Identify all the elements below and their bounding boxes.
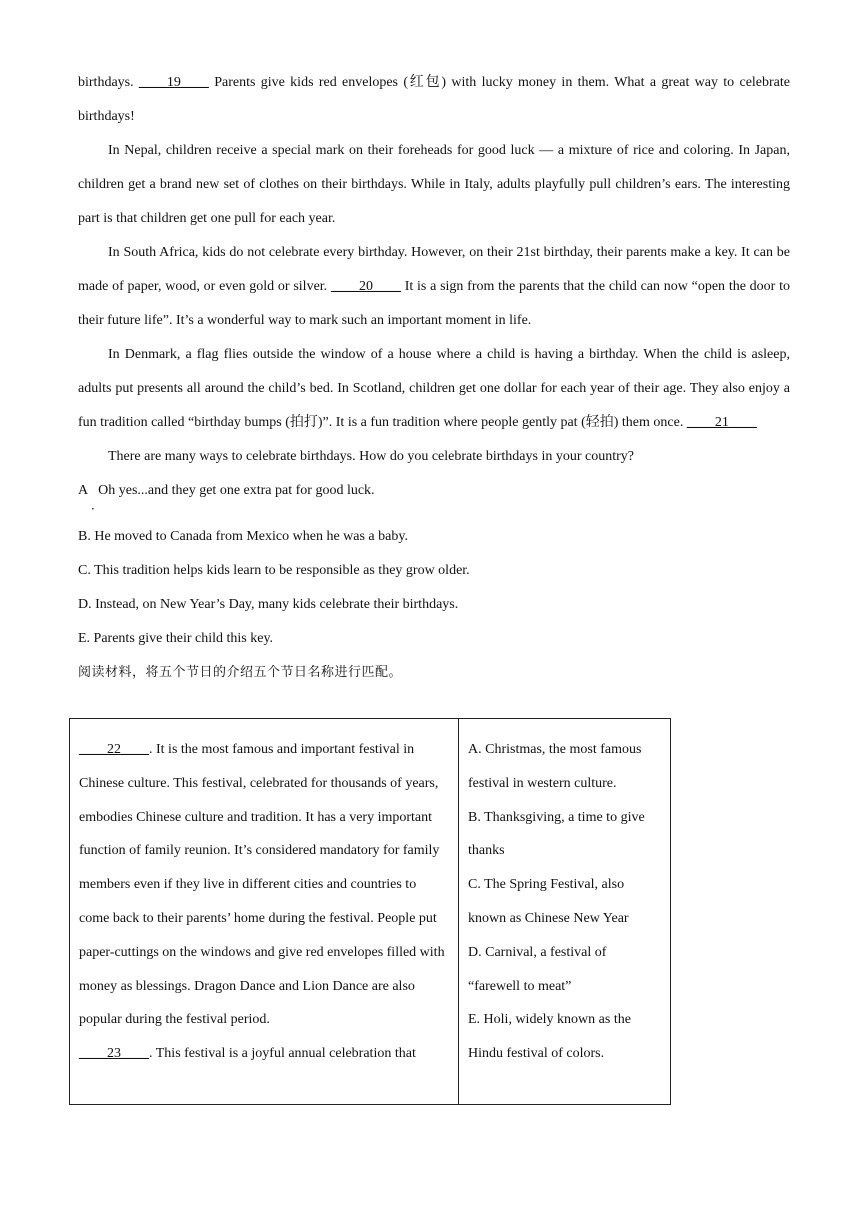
- festival-choice-c: C. The Spring Festival, also known as Chinese New Year: [468, 877, 629, 926]
- blank-20[interactable]: ____20____: [330, 279, 401, 294]
- festival-choice-b: B. Thanksgiving, a time to give thanks: [468, 809, 645, 859]
- blank-22[interactable]: ____22____: [79, 742, 149, 757]
- option-c: C. This tradition helps kids learn to be responsible as they grow older.: [78, 563, 470, 578]
- paragraph-3: In South Africa, kids do not celebrate every birthday. However, on their 21st birthday, their parents make a key. It can be made of paper, wood, or even gold or silver. ____20____ It is a sign from the parents that the child can now “open the door to their future life”. It’s a wonderful way to mark such an important moment in life.: [78, 245, 790, 328]
- description-23: ____23____. This festival is a joyful annual celebration that: [79, 1046, 416, 1062]
- paragraph-2: In Nepal, children receive a special mark on their foreheads for good luck — a mixture of rice and coloring. In Japan, children get a brand new set of clothes on their birthdays. While in Italy, adults playfully pull children’s ears. The interesting part is that children get one pull for each year.: [78, 143, 790, 226]
- festival-choice-a: A. Christmas, the most famous festival in western culture.: [468, 742, 642, 791]
- blank-19[interactable]: ____19____: [138, 75, 209, 90]
- option-e: E. Parents give their child this key.: [78, 631, 274, 646]
- festival-descriptions: [70, 719, 459, 1105]
- festival-choice-e: E. Holi, widely known as the Hindu festival of colors.: [468, 1012, 631, 1062]
- option-a: A ． Oh yes...and they get one extra pat for good luck.: [78, 483, 375, 512]
- matching-table: [69, 718, 671, 1105]
- option-b: B. He moved to Canada from Mexico when he was a baby.: [78, 529, 408, 544]
- paragraph-1: birthdays. ____19____ Parents give kids red envelopes (红包) with lucky money in them. What a great way to celebrate birthdays!: [78, 75, 790, 124]
- paragraph-5: There are many ways to celebrate birthdays. How do you celebrate birthdays in your country?: [108, 449, 634, 464]
- matching-instruction: 阅读材料，将五个节日的介绍五个节日名称进行匹配。: [78, 665, 403, 680]
- festival-names: [459, 719, 671, 1105]
- option-d: D. Instead, on New Year’s Day, many kids celebrate their birthdays.: [78, 597, 459, 612]
- blank-21[interactable]: ____21____: [686, 415, 757, 430]
- reading-passage: [78, 66, 790, 690]
- paragraph-4: In Denmark, a flag flies outside the window of a house where a child is having a birthday. When the child is asleep, adults put presents all around the child’s bed. In Scotland, children get one dollar for each year of their age. They also enjoy a fun tradition called “birthday bumps (拍打)”. It is a fun tradition where people gently pat (轻拍) them once. ____21____: [78, 347, 790, 430]
- festival-choice-d: D. Carnival, a festival of “farewell to meat”: [468, 944, 607, 994]
- description-22: ____22____. It is the most famous and important festival in Chinese culture. This festival, celebrated for thousands of years, embodies Chinese culture and tradition. It has a very important function of family reunion. It’s considered mandatory for family members even if they live in different cities and countries to come back to their parents’ home during the festival. People put paper-cuttings on the windows and give red envelopes filled with money as blessings. Dragon Dance and Lion Dance are also popular during the festival period.: [79, 742, 445, 1028]
- blank-23[interactable]: ____23____: [79, 1046, 149, 1062]
